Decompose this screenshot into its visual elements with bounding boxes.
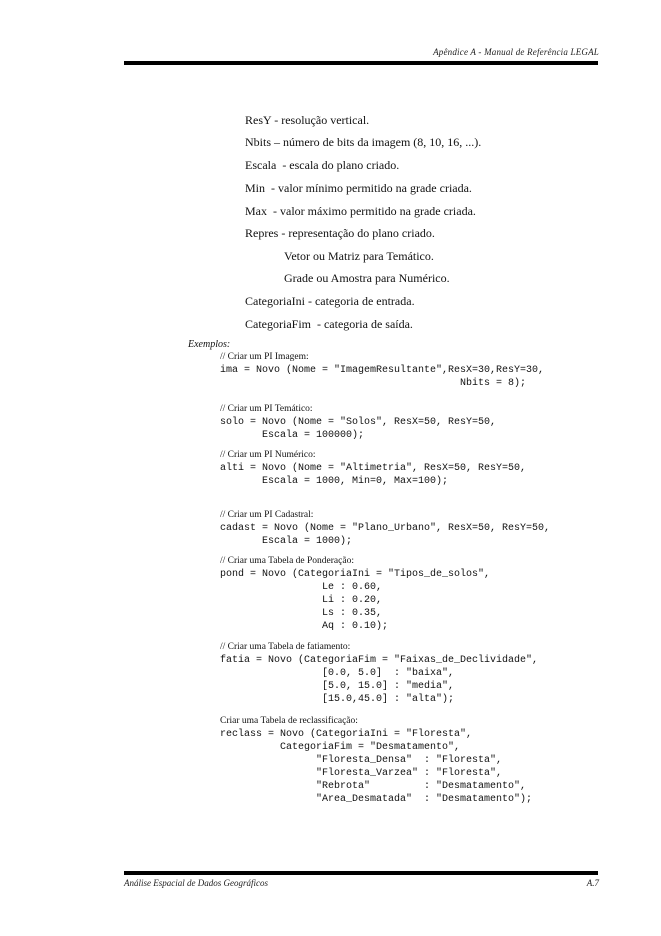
example-comment-fatiamento: // Criar uma Tabela de fatiamento: [220,642,351,652]
definition-max: Max - valor máximo permitido na grade criada. [245,204,476,218]
definition-nbits: Nbits – número de bits da imagem (8, 10, 16, ...). [245,135,482,149]
definition-escala: Escala - escala do plano criado. [245,158,400,172]
code-block-imagem: ima = Novo (Nome = "ImagemResultante",ResX=30,ResY=30, Nbits = 8); [220,365,545,389]
examples-label: Exemplos: [188,339,231,350]
example-comment-ponderacao: // Criar uma Tabela de Ponderação: [220,556,354,566]
code-block-fatiamento: fatia = Novo (CategoriaFim = "Faixas_de_Declividade", [0.0, 5.0] : "baixa", [5.0, 15.0] : "media", [15.0,45.0] : "alta"); [220,655,539,705]
header-rule [124,61,598,65]
definition-repres: Repres - representação do plano criado. [245,226,435,240]
example-comment-reclassificacao: Criar uma Tabela de reclassificação: [220,716,358,726]
footer-rule [124,871,598,875]
example-comment-imagem: // Criar um PI Imagem: [220,352,309,362]
definition-min: Min - valor mínimo permitido na grade criada. [245,181,472,195]
code-block-cadastral: cadast = Novo (Nome = "Plano_Urbano", ResX=50, ResY=50, Escala = 1000); [220,523,551,547]
page-number: A.7 [586,878,599,888]
example-comment-tematico: // Criar um PI Temático: [220,404,313,414]
definition-resy: ResY - resolução vertical. [245,113,370,127]
code-block-tematico: solo = Novo (Nome = "Solos", ResX=50, ResY=50, Escala = 100000); [220,417,497,441]
code-block-numerico: alti = Novo (Nome = "Altimetria", ResX=50, ResY=50, Escala = 1000, Min=0, Max=100); [220,463,527,487]
definition-repres-numerico: Grade ou Amostra para Numérico. [284,271,450,285]
running-header: Apêndice A - Manual de Referência LEGAL [433,47,599,57]
code-block-ponderacao: pond = Novo (CategoriaIni = "Tipos_de_solos", Le : 0.60, Li : 0.20, Ls : 0.35, Aq : 0.10); [220,569,491,632]
definition-categoriaini: CategoriaIni - categoria de entrada. [245,294,415,308]
example-comment-cadastral: // Criar um PI Cadastral: [220,510,314,520]
definition-categoriafim: CategoriaFim - categoria de saída. [245,317,413,331]
definition-repres-tematico: Vetor ou Matriz para Temático. [284,249,434,263]
running-footer-title: Análise Espacial de Dados Geográficos [124,878,268,888]
code-block-reclassificacao: reclass = Novo (CategoriaIni = "Floresta", CategoriaFim = "Desmatamento", "Floresta_Densa" : "Floresta", "Floresta_Varzea" : "Floresta", "Rebrota" : "Desmatamento", "Area_Desmatada" : "Desmatamento"); [220,729,533,805]
example-comment-numerico: // Criar um PI Numérico: [220,450,316,460]
